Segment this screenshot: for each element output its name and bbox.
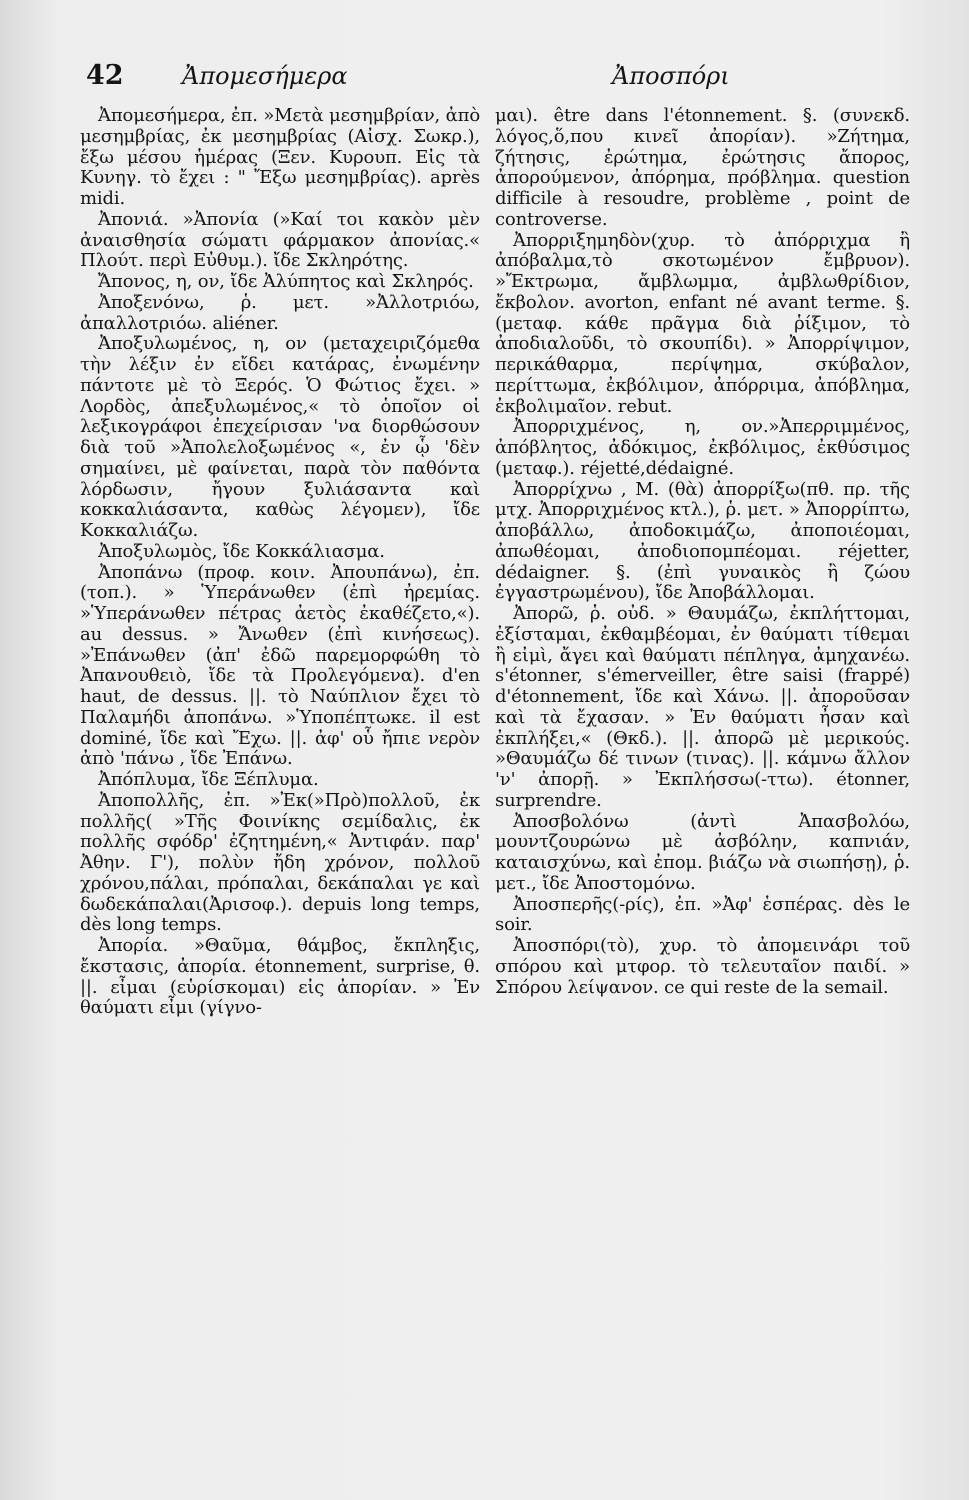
entry-apoxylomenos: Ἀποξυλωμένος, η, ον (μεταχειριζόμεθα τὴν λέξιν ἐν εἴδει κατάρας, ἐνωμένην πάντοτε μὲ τὸ Ξερός. Ὁ Φώτιος ἔχει. » Λορδὸς, ἀπεξυλωμένος,« τὸ ὁποῖον οἱ λεξικογράφοι ἐπεχείρισαν 'να διορθώσουν διὰ τοῦ »Ἀπολελοξωμένος «, ἐν ᾧ 'δὲν σημαίνει, μὲ φαίνεται, παρὰ τὸν παθόντα λόρδωσιν, ἤγουν ξυλιάσαντα καὶ κοκκαλιάσαντα, καθὼς λέγομεν), ἴδε Κοκκαλιάζω. (80, 333, 480, 541)
right-running-head: Ἀποσπόρι (612, 62, 730, 90)
left-column (80, 106, 480, 1019)
entry-aponia: Ἀπονιά. »Ἀπονία (»Καί τοι κακὸν μὲν ἀναισθησία σώματι φάρμακον ἀπονίας.« Πλούτ. περὶ Εὐθυμ.). ἴδε Σκληρότης. (80, 208, 480, 272)
entry-aporo: Ἀπορῶ, ῥ. οὐδ. » Θαυμάζω, ἐκπλήττομαι, ἐξίσταμαι, ἐκθαμβέομαι, ἐν θαύματι τίθεμαι ἢ εἰμὶ, ἄγει καὶ θαύματι πέπληγα, ἀμηχανέω. s'étonner, s'émerveiller, être saisi (frappé) d'étonnement, ἴδε καὶ Χάνω. ||. ἀποροῦσαν καὶ τὰ ἔχασαν. » Ἐν θαύματι ἦσαν καὶ ἐκπλήξει,« (Θκδ.). ||. ἀπορῶ μὲ μερικούς. »Θαυμάζω δέ τινων (τινας). ||. κάμνω ἄλλον 'ν' ἀπορῇ. » Ἐκπλήσσω(-ττω). étonner, surprendre. (495, 603, 910, 811)
entry-apopollis: Ἀποπολλῆς, ἐπ. »Ἐκ(»Πρὸ)πολλοῦ, ἐκ πολλῆς( »Τῆς Φοινίκης σεμίδαλις, ἐκ πολλῆς σφόδρ' ἐζητημένη,« Ἀντιφάν. παρ' Ἀθην. Γ'), πολὺν ἤδη χρόνον, πολλοῦ χρόνου,πάλαι, πρόπαλαι, δεκάπαλαι γε καὶ δωδεκάπαλαι(Ἀρισοφ.). depuis long temps, dès long temps. (80, 789, 480, 936)
entry-apoxylomos: Ἀποξυλωμὸς, ἴδε Κοκκάλιασμα. (98, 540, 385, 562)
entry-aporia: Ἀπορία. »Θαῦμα, θάμβος, ἔκπληξις, ἔκστασις, ἀπορία. étonnement, surprise, θ. ||. εἶμαι (εὑρίσκομαι) εἰς ἀπορίαν. » Ἐν θαύματι εἶμι (γίγνο- (80, 935, 480, 1019)
entry-aporrixno: Ἀπορρίχνω , Μ. (θὰ) ἀπορρίξω(πθ. πρ. τῆς μτχ. Ἀπορριχμένος κτλ.), ῥ. μετ. » Ἀπορρίπτω, ἀποβάλλω, ἀποδοκιμάζω, ἀποποιέομαι, ἀπωθέομαι, ἀποδιοπομπέομαι. réjetter, dédaigner. §. (ἐπὶ γυναικὸς ἢ ζώου ἐγγαστρωμένου), ἴδε Ἀποβάλλομαι. (495, 478, 910, 604)
entry-apoxenono: Ἀποξενόνω, ῥ. μετ. »Ἀλλοτριόω, ἀπαλλοτριόω. aliéner. (80, 291, 480, 334)
entry-aposporri: Ἀποσπόρι(τὸ), χυρ. τὸ ἀπομεινάρι τοῦ σπόρου καὶ μτφορ. τὸ τελευταῖον παιδί. » Σπόρου λείψανον. ce qui reste de la semail. (495, 935, 910, 998)
entry-aposvolono: Ἀποσβολόνω (ἀντὶ Ἀπασβολόω, μουντζουρώνω μὲ ἀσβόλην, καπνιάν, καταισχύνω, καὶ ἐπομ. βιάζω νὰ σιωπήσῃ), ῥ. μετ., ἴδε Ἀποστομόνω. (495, 810, 910, 894)
entry-apomesimera: Ἀπομεσήμερα, ἐπ. »Μετὰ μεσημβρίαν, ἀπὸ μεσημβρίας, ἐκ μεσημβρίας (Αἰσχ. Σωκρ.), ἔξω μέσου ἡμέρας (Ξεν. Κυρουπ. Εἰς τὰ Κυνηγ. τὸ ἔχει : " Ἔξω μεσημβρίας). après midi. (80, 105, 481, 209)
entry-aporrixmenos: Ἀπορριχμένος, η, ον.»Ἀπερριμμένος, ἀπόβλητος, ἀδόκιμος, ἐκβόλιμος, ἐκθύσιμος (μεταφ.). réjetté,dédaigné. (495, 416, 910, 479)
right-column (495, 106, 910, 998)
entry-apopano: Ἀποπάνω (προφ. κοιν. Ἀπουπάνω), ἐπ. (τοπ.). » Ὑπεράνωθεν (ἐπὶ ἠρεμίας. »Ὑπεράνωθεν πέτρας ἀετὸς ἐκαθέζετο,«). au dessus. » Ἄνωθεν (ἐπὶ κινήσεως). »Ἐπάνωθεν (ἀπ' ἐδῶ παρεμορφώθη τὸ Ἀπανουθειὸ, ἴδε τὰ Προλεγόμενα). d'en haut, de dessus. ||. τὸ Ναύπλιον ἔχει τὸ Παλαμήδι ἀποπάνω. »Ὑποπέπτωκε. il est dominé, ἴδε καὶ Ἔχω. ||. ἀφ' οὗ ἤπιε νερὸν ἀπὸ 'πάνω , ἴδε Ἐπάνω. (80, 561, 480, 770)
entry-aporia-continued: μαι). être dans l'étonnement. §. (συνεκδ. λόγος,ὅ,που κινεῖ ἀπορίαν). »Ζήτημα, ζήτησις, ἐρώτημα, ἐρώτησις ἄπορος, ἀπορούμενον, ἀπόρημα, πρόβλημα. question difficile à resoudre, problème , point de controverse. (495, 105, 910, 230)
page-header (0, 60, 969, 102)
entry-apoplyma: Ἀπόπλυμα, ἴδε Ξέπλυμα. (98, 769, 319, 790)
entry-aporrixmidon: Ἀπορριξημηδὸν(χυρ. τὸ ἀπόρριχμα ἢ ἀπόβαλμα,τὸ σκοτωμένον ἔμβρυον). »Ἔκτρωμα, ἄμβλωμμα, ἀμβλωθρίδιον, ἔκβολον. avorton, enfant né avant terme. §. (μεταφ. κάθε πρᾶγμα διὰ ῥίξιμον, τὸ ἀποδιαλοῦδι, τὸ σκουπίδι). » Ἀπορρίψιμον, περικάθαρμα, περίψημα, σκύβαλον, περίττωμα, ἐκβόλιμον, ἀπόρριμα, ἀπόβλημα, ἐκβολιμαῖον. rebut. (495, 229, 910, 417)
page-number: 42 (86, 60, 124, 91)
entry-aponos: Ἄπονος, η, ον, ἴδε Ἀλύπητος καὶ Σκληρός. (98, 271, 474, 292)
left-running-head: Ἀπομεσήμερα (182, 62, 348, 90)
entry-aposperis: Ἀποσπερῆς(-ρίς), ἐπ. »Ἀφ' ἑσπέρας. dès le soir. (495, 893, 910, 936)
